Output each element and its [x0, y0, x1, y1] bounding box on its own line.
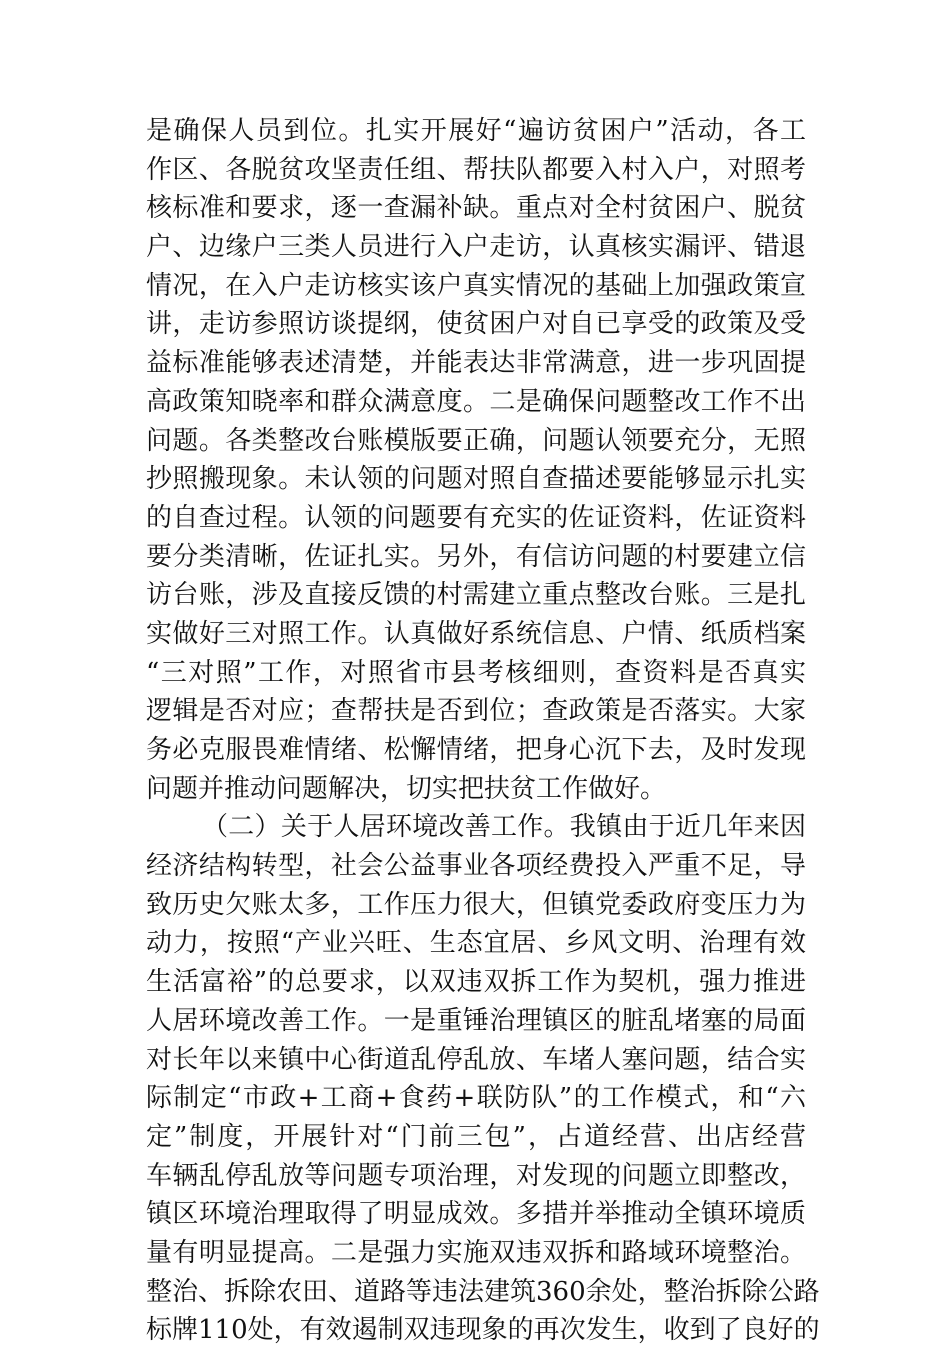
text-line: 车辆乱停乱放等问题专项治理，对发现的问题立即整改，	[146, 1160, 806, 1191]
text-line: 定”制度，开展针对“门前三包”，占道经营、出店经营	[146, 1121, 806, 1152]
text-line: 问题。各类整改台账模版要正确，问题认领要充分，无照	[146, 425, 806, 456]
text-line: 访台账，涉及直接反馈的村需建立重点整改台账。三是扎	[146, 580, 806, 611]
text-line: 际制定“市政+工商+食药+联防队”的工作模式，和“六	[146, 1083, 806, 1114]
text-line: 逻辑是否对应；查帮扶是否到位；查政策是否落实。大家	[146, 696, 806, 727]
section-heading-line: （二）关于人居环境改善工作。我镇由于近几年来因	[202, 812, 806, 843]
text-line: 的自查过程。认领的问题要有充实的佐证资料，佐证资料	[146, 502, 806, 533]
text-line: 务必克服畏难情绪、松懈情绪，把身心沉下去，及时发现	[146, 735, 806, 765]
text-line: “三对照”工作，对照省市县考核细则，查资料是否真实	[146, 657, 806, 688]
text-line: 讲，走访参照访谈提纲，使贫困户对自已享受的政策及受	[146, 309, 806, 340]
text-line: 要分类清晰，佐证扎实。另外，有信访问题的村要建立信	[146, 541, 806, 572]
text-line: 镇区环境治理取得了明显成效。多措并举推动全镇环境质	[146, 1199, 806, 1230]
text-line: 量有明显提高。二是强力实施双违双拆和路域环境整治。	[146, 1237, 806, 1268]
text-line: 动力，按照“产业兴旺、生态宜居、乡风文明、治理有效	[146, 928, 806, 959]
text-line: 作区、各脱贫攻坚责任组、帮扶队都要入村入户，对照考	[146, 154, 806, 185]
text-line: 益标准能够表述清楚，并能表达非常满意，进一步巩固提	[146, 348, 806, 379]
body-text	[146, 112, 820, 1350]
text-line: 高政策知晓率和群众满意度。二是确保问题整改工作不出	[146, 386, 806, 417]
text-line: 是确保人员到位。扎实开展好“遍访贫困户”活动，各工	[146, 116, 806, 146]
text-line: 抄照搬现象。未认领的问题对照自查描述要能够显示扎实	[146, 464, 806, 495]
text-line: 核标准和要求，逐一查漏补缺。重点对全村贫困户、脱贫	[146, 193, 806, 224]
text-line: 对长年以来镇中心街道乱停乱放、车堵人塞问题，结合实	[146, 1044, 806, 1075]
text-line: 实做好三对照工作。认真做好系统信息、户情、纸质档案	[146, 618, 806, 649]
text-line: 标牌110处，有效遏制双违现象的再次发生，收到了良好的	[146, 1315, 820, 1346]
text-line: 致历史欠账太多，工作压力很大，但镇党委政府变压力为	[146, 889, 806, 920]
text-line: 人居环境改善工作。一是重锤治理镇区的脏乱堵塞的局面	[146, 1005, 806, 1036]
text-line: 户、边缘户三类人员进行入户走访，认真核实漏评、错退	[146, 232, 806, 263]
text-line: 经济结构转型，社会公益事业各项经费投入严重不足，导	[146, 851, 806, 882]
text-line: 整治、拆除农田、道路等违法建筑360余处，整治拆除公路	[146, 1276, 820, 1307]
text-line: 生活富裕”的总要求，以双违双拆工作为契机，强力推进	[146, 967, 806, 998]
text-line: 问题并推动问题解决，切实把扶贫工作做好。	[146, 773, 667, 804]
text-line: 情况，在入户走访核实该户真实情况的基础上加强政策宣	[146, 270, 806, 301]
